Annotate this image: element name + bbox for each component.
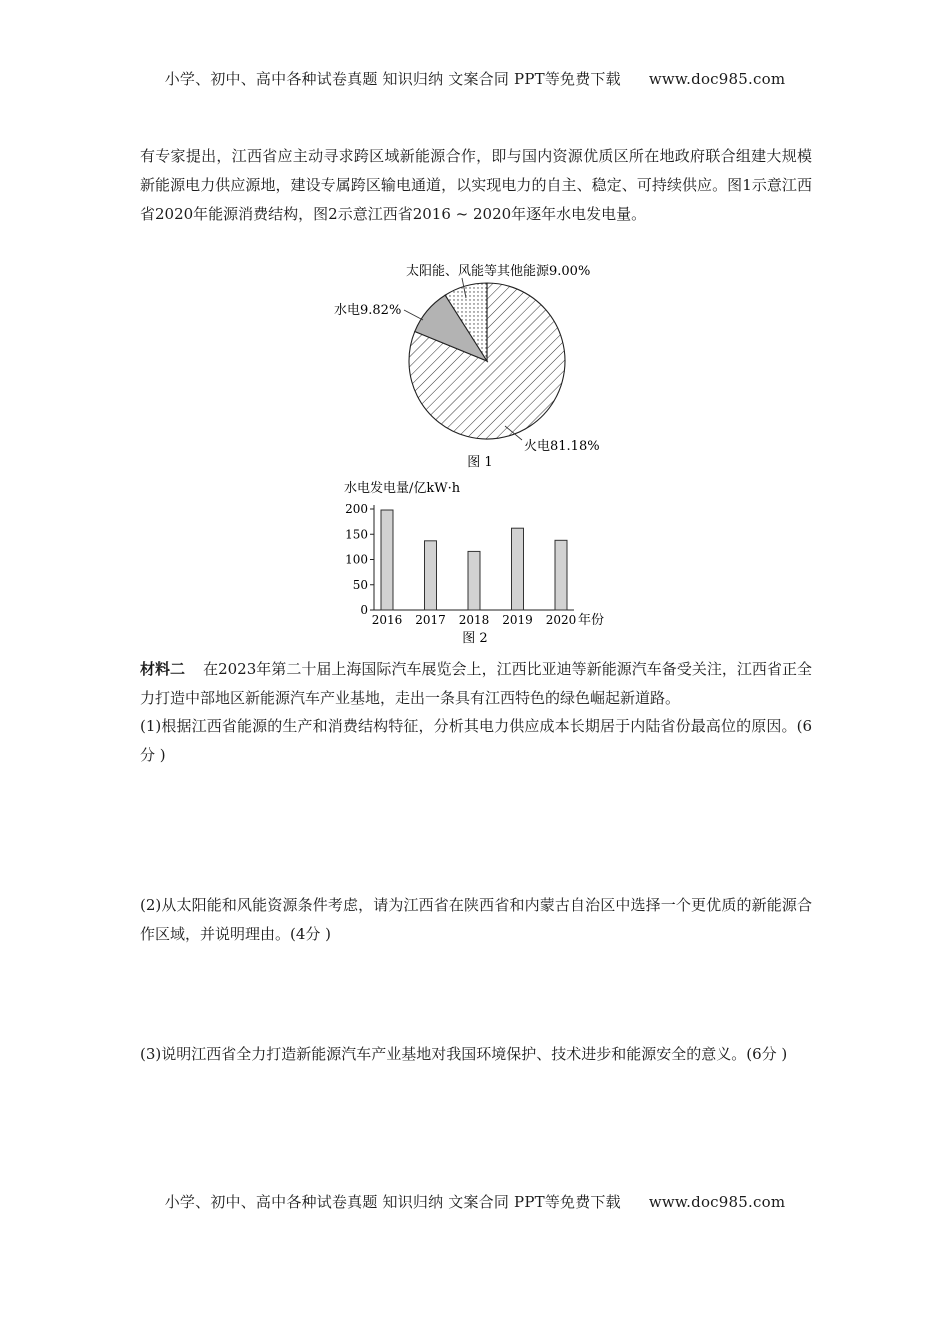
question-3-text: (3)说明江西省全力打造新能源汽车产业基地对我国环境保护、技术进步和能源安全的意义。(6分 ) (140, 1045, 788, 1063)
pie-label-thermal: 火电81.18% (524, 439, 600, 454)
question-1 (140, 712, 812, 770)
header-site: www.doc985.com (648, 70, 786, 88)
bar-caption: 图 2 (462, 631, 488, 645)
footer-text: 小学、初中、高中各种试卷真题 知识归纳 文案合同 PPT等免费下载 (164, 1193, 621, 1211)
bar-xtick-label: 2020 (545, 613, 577, 627)
bar-2020 (555, 540, 567, 610)
question-2 (140, 891, 812, 949)
pie-chart (320, 258, 640, 473)
bar-xlabel: 年份 (578, 613, 605, 628)
bar-ytick-label: 0 (360, 603, 368, 617)
intro-text: 有专家提出，江西省应主动寻求跨区域新能源合作，即与国内资源优质区所在地政府联合组建大规模新能源电力供应源地，建设专属跨区输电通道，以实现电力的自主、稳定、可持续供应。图1示意江西省2020年能源消费结构，图2示意江西省2016 ~ 2020年逐年水电发电量。 (140, 147, 812, 223)
footer-site: www.doc985.com (648, 1193, 786, 1211)
bar-2018 (468, 551, 480, 610)
bar-xtick-label: 2017 (415, 613, 446, 627)
bar-xtick-label: 2016 (371, 613, 403, 627)
pie-caption: 图 1 (467, 455, 493, 470)
bar-2016 (381, 510, 393, 610)
bar-ytick-label: 50 (352, 577, 368, 592)
pie-label-other: 太阳能、风能等其他能源9.00% (406, 264, 591, 279)
bar-xtick-label: 2018 (458, 613, 490, 627)
material-two-label: 材料二 (140, 660, 186, 678)
bar-2019 (512, 528, 524, 610)
pie-label-hydro: 水电9.82% (334, 303, 402, 318)
bar-ylabel: 水电发电量/亿kW·h (344, 481, 461, 496)
bar-ytick-label: 200 (345, 502, 368, 516)
bar-2017 (425, 541, 437, 610)
header-text: 小学、初中、高中各种试卷真题 知识归纳 文案合同 PPT等免费下载 (164, 70, 621, 88)
page-header (0, 68, 950, 89)
bar-ytick-label: 150 (345, 527, 368, 542)
page-footer (0, 1191, 950, 1212)
material-two-text: 在2023年第二十届上海国际汽车展览会上，江西比亚迪等新能源汽车备受关注，江西省正全力打造中部地区新能源汽车产业基地，走出一条具有江西特色的绿色崛起新道路。 (140, 660, 812, 707)
question-2-text: (2)从太阳能和风能资源条件考虑，请为江西省在陕西省和内蒙古自治区中选择一个更优质的新能源合作区域，并说明理由。(4分 ) (140, 896, 812, 943)
bar-xtick-label: 2019 (502, 613, 533, 627)
question-3 (140, 1040, 812, 1069)
bar-chart (330, 475, 620, 645)
intro-paragraph (140, 142, 812, 229)
bar-ytick-label: 100 (345, 552, 368, 567)
question-1-text: (1)根据江西省能源的生产和消费结构特征，分析其电力供应成本长期居于内陆省份最高位的原因。(6分 ) (140, 717, 812, 764)
material-two (140, 655, 812, 713)
